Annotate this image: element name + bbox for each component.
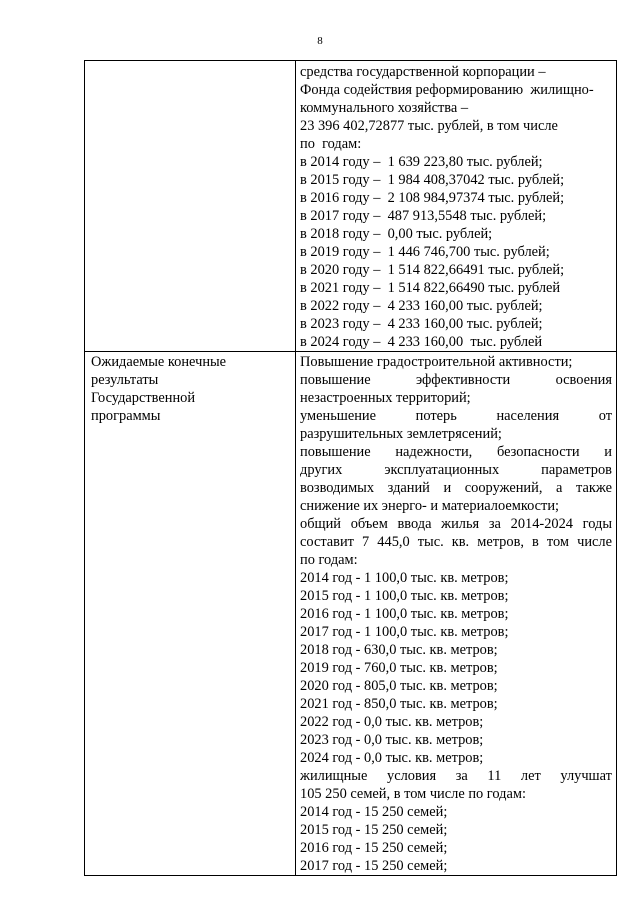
justified-word: жилищные: [300, 768, 368, 784]
financing-year-line: в 2019 году – 1 446 746,700 тыс. рублей;: [300, 244, 550, 260]
table-row-results: [85, 352, 617, 876]
results-line-justified: [300, 767, 612, 785]
justified-word: повышение: [300, 444, 371, 460]
justified-word: а: [556, 480, 563, 496]
results-content-cell: [296, 352, 617, 876]
financing-year-line: в 2020 году – 1 514 822,66491 тыс. рублей;: [300, 262, 565, 278]
financing-year-line: в 2021 году – 1 514 822,66490 тыс. рублей: [300, 280, 561, 296]
justified-word: объем: [350, 516, 388, 532]
justified-word: возводимых: [300, 480, 375, 496]
justified-word: числе: [577, 534, 612, 550]
results-line: незастроенных территорий;: [300, 390, 471, 406]
results-line-justified: [300, 371, 612, 389]
financing-year-line: в 2018 году – 0,00 тыс. рублей;: [300, 226, 493, 242]
financing-year-line: в 2023 году – 4 233 160,00 тыс. рублей;: [300, 316, 543, 332]
financing-year-line: в 2017 году – 487 913,5548 тыс. рублей;: [300, 208, 547, 224]
housing-year-line: 2016 год - 1 100,0 тыс. кв. метров;: [300, 606, 509, 622]
financing-year-line: в 2014 году – 1 639 223,80 тыс. рублей;: [300, 154, 543, 170]
page-number: 8: [317, 35, 323, 47]
results-line-justified: [300, 461, 612, 479]
justified-word: и: [604, 444, 612, 460]
program-passport-table: [84, 60, 617, 876]
results-label-cell: [85, 352, 296, 876]
families-year-line: 2017 год - 15 250 семей;: [300, 858, 448, 874]
justified-word: метров,: [477, 534, 524, 550]
housing-year-line: 2022 год - 0,0 тыс. кв. метров;: [300, 714, 484, 730]
justified-word: том: [546, 534, 570, 550]
housing-year-line: 2023 год - 0,0 тыс. кв. метров;: [300, 732, 484, 748]
justified-word: за: [488, 516, 501, 532]
justified-word: 2014-2024: [510, 516, 573, 532]
justified-word: за: [455, 768, 468, 784]
justified-word: также: [576, 480, 612, 496]
justified-word: и: [443, 480, 452, 496]
justified-word: 445,0: [377, 534, 410, 550]
justified-word: эффективности: [415, 372, 511, 388]
justified-word: освоения: [555, 372, 612, 388]
financing-line: 23 396 402,72877 тыс. рублей, в том числе: [300, 118, 558, 134]
housing-year-line: 2015 год - 1 100,0 тыс. кв. метров;: [300, 588, 509, 604]
housing-year-line: 2024 год - 0,0 тыс. кв. метров;: [300, 750, 484, 766]
justified-word: годы: [582, 516, 612, 532]
financing-year-line: в 2015 году – 1 984 408,37042 тыс. рублей;: [300, 172, 565, 188]
justified-word: жилья: [441, 516, 480, 532]
justified-word: безопасности: [496, 444, 580, 460]
housing-year-line: 2014 год - 1 100,0 тыс. кв. метров;: [300, 570, 509, 586]
justified-word: составит: [300, 534, 354, 550]
justified-word: эксплуатационных: [384, 462, 500, 478]
justified-word: условия: [387, 768, 437, 784]
financing-year-line: в 2022 году – 4 233 160,00 тыс. рублей;: [300, 298, 543, 314]
results-label-line: Государственной: [91, 390, 196, 406]
justified-word: повышение: [300, 372, 371, 388]
justified-word: ввода: [397, 516, 432, 532]
results-label-line: Ожидаемые конечные: [91, 354, 227, 370]
financing-line: средства государственной корпорации –: [300, 64, 546, 80]
families-year-line: 2015 год - 15 250 семей;: [300, 822, 448, 838]
housing-year-line: 2017 год - 1 100,0 тыс. кв. метров;: [300, 624, 509, 640]
results-line-justified: [300, 533, 612, 551]
results-line-justified: [300, 479, 612, 497]
housing-year-line: 2018 год - 630,0 тыс. кв. метров;: [300, 642, 498, 658]
justified-word: от: [598, 408, 612, 424]
financing-label-cell: [85, 61, 296, 352]
justified-word: общий: [300, 516, 342, 532]
families-year-line: 2014 год - 15 250 семей;: [300, 804, 448, 820]
financing-line: Фонда содействия реформированию жилищно-: [300, 82, 594, 98]
families-year-line: 2016 год - 15 250 семей;: [300, 840, 448, 856]
justified-word: других: [300, 462, 343, 478]
results-line-justified: [300, 515, 612, 533]
justified-word: зданий: [387, 480, 430, 496]
results-line: 105 250 семей, в том числе по годам:: [300, 786, 526, 802]
justified-word: сооружений,: [464, 480, 543, 496]
results-line: разрушительных землетрясений;: [300, 426, 502, 442]
housing-year-line: 2019 год - 760,0 тыс. кв. метров;: [300, 660, 498, 676]
financing-year-line: в 2024 году – 4 233 160,00 тыс. рублей: [300, 334, 543, 350]
financing-line: по годам:: [300, 136, 362, 152]
results-line: по годам:: [300, 552, 358, 568]
justified-word: кв.: [451, 534, 470, 550]
housing-year-line: 2020 год - 805,0 тыс. кв. метров;: [300, 678, 498, 694]
justified-word: параметров: [541, 462, 612, 478]
justified-word: потерь: [415, 408, 457, 424]
results-label-line: результаты: [91, 372, 159, 388]
justified-word: 7: [362, 534, 370, 550]
results-line: снижение их энерго- и материалоемкости;: [300, 498, 560, 514]
results-line: Повышение градостроительной активности;: [300, 354, 573, 370]
justified-word: тыс.: [417, 534, 444, 550]
justified-word: лет: [520, 768, 541, 784]
table-row-financing: [85, 61, 617, 352]
justified-word: уменьшение: [300, 408, 377, 424]
justified-word: в: [532, 534, 539, 550]
results-line-justified: [300, 443, 612, 461]
justified-word: улучшат: [560, 768, 612, 784]
justified-word: надежности,: [395, 444, 473, 460]
justified-word: населения: [496, 408, 560, 424]
results-label-line: программы: [91, 408, 161, 424]
housing-year-line: 2021 год - 850,0 тыс. кв. метров;: [300, 696, 498, 712]
financing-year-line: в 2016 году – 2 108 984,97374 тыс. рублей;: [300, 190, 565, 206]
financing-content-cell: [296, 61, 617, 352]
justified-word: 11: [487, 768, 502, 784]
results-line-justified: [300, 407, 612, 425]
financing-line: коммунального хозяйства –: [300, 100, 469, 116]
